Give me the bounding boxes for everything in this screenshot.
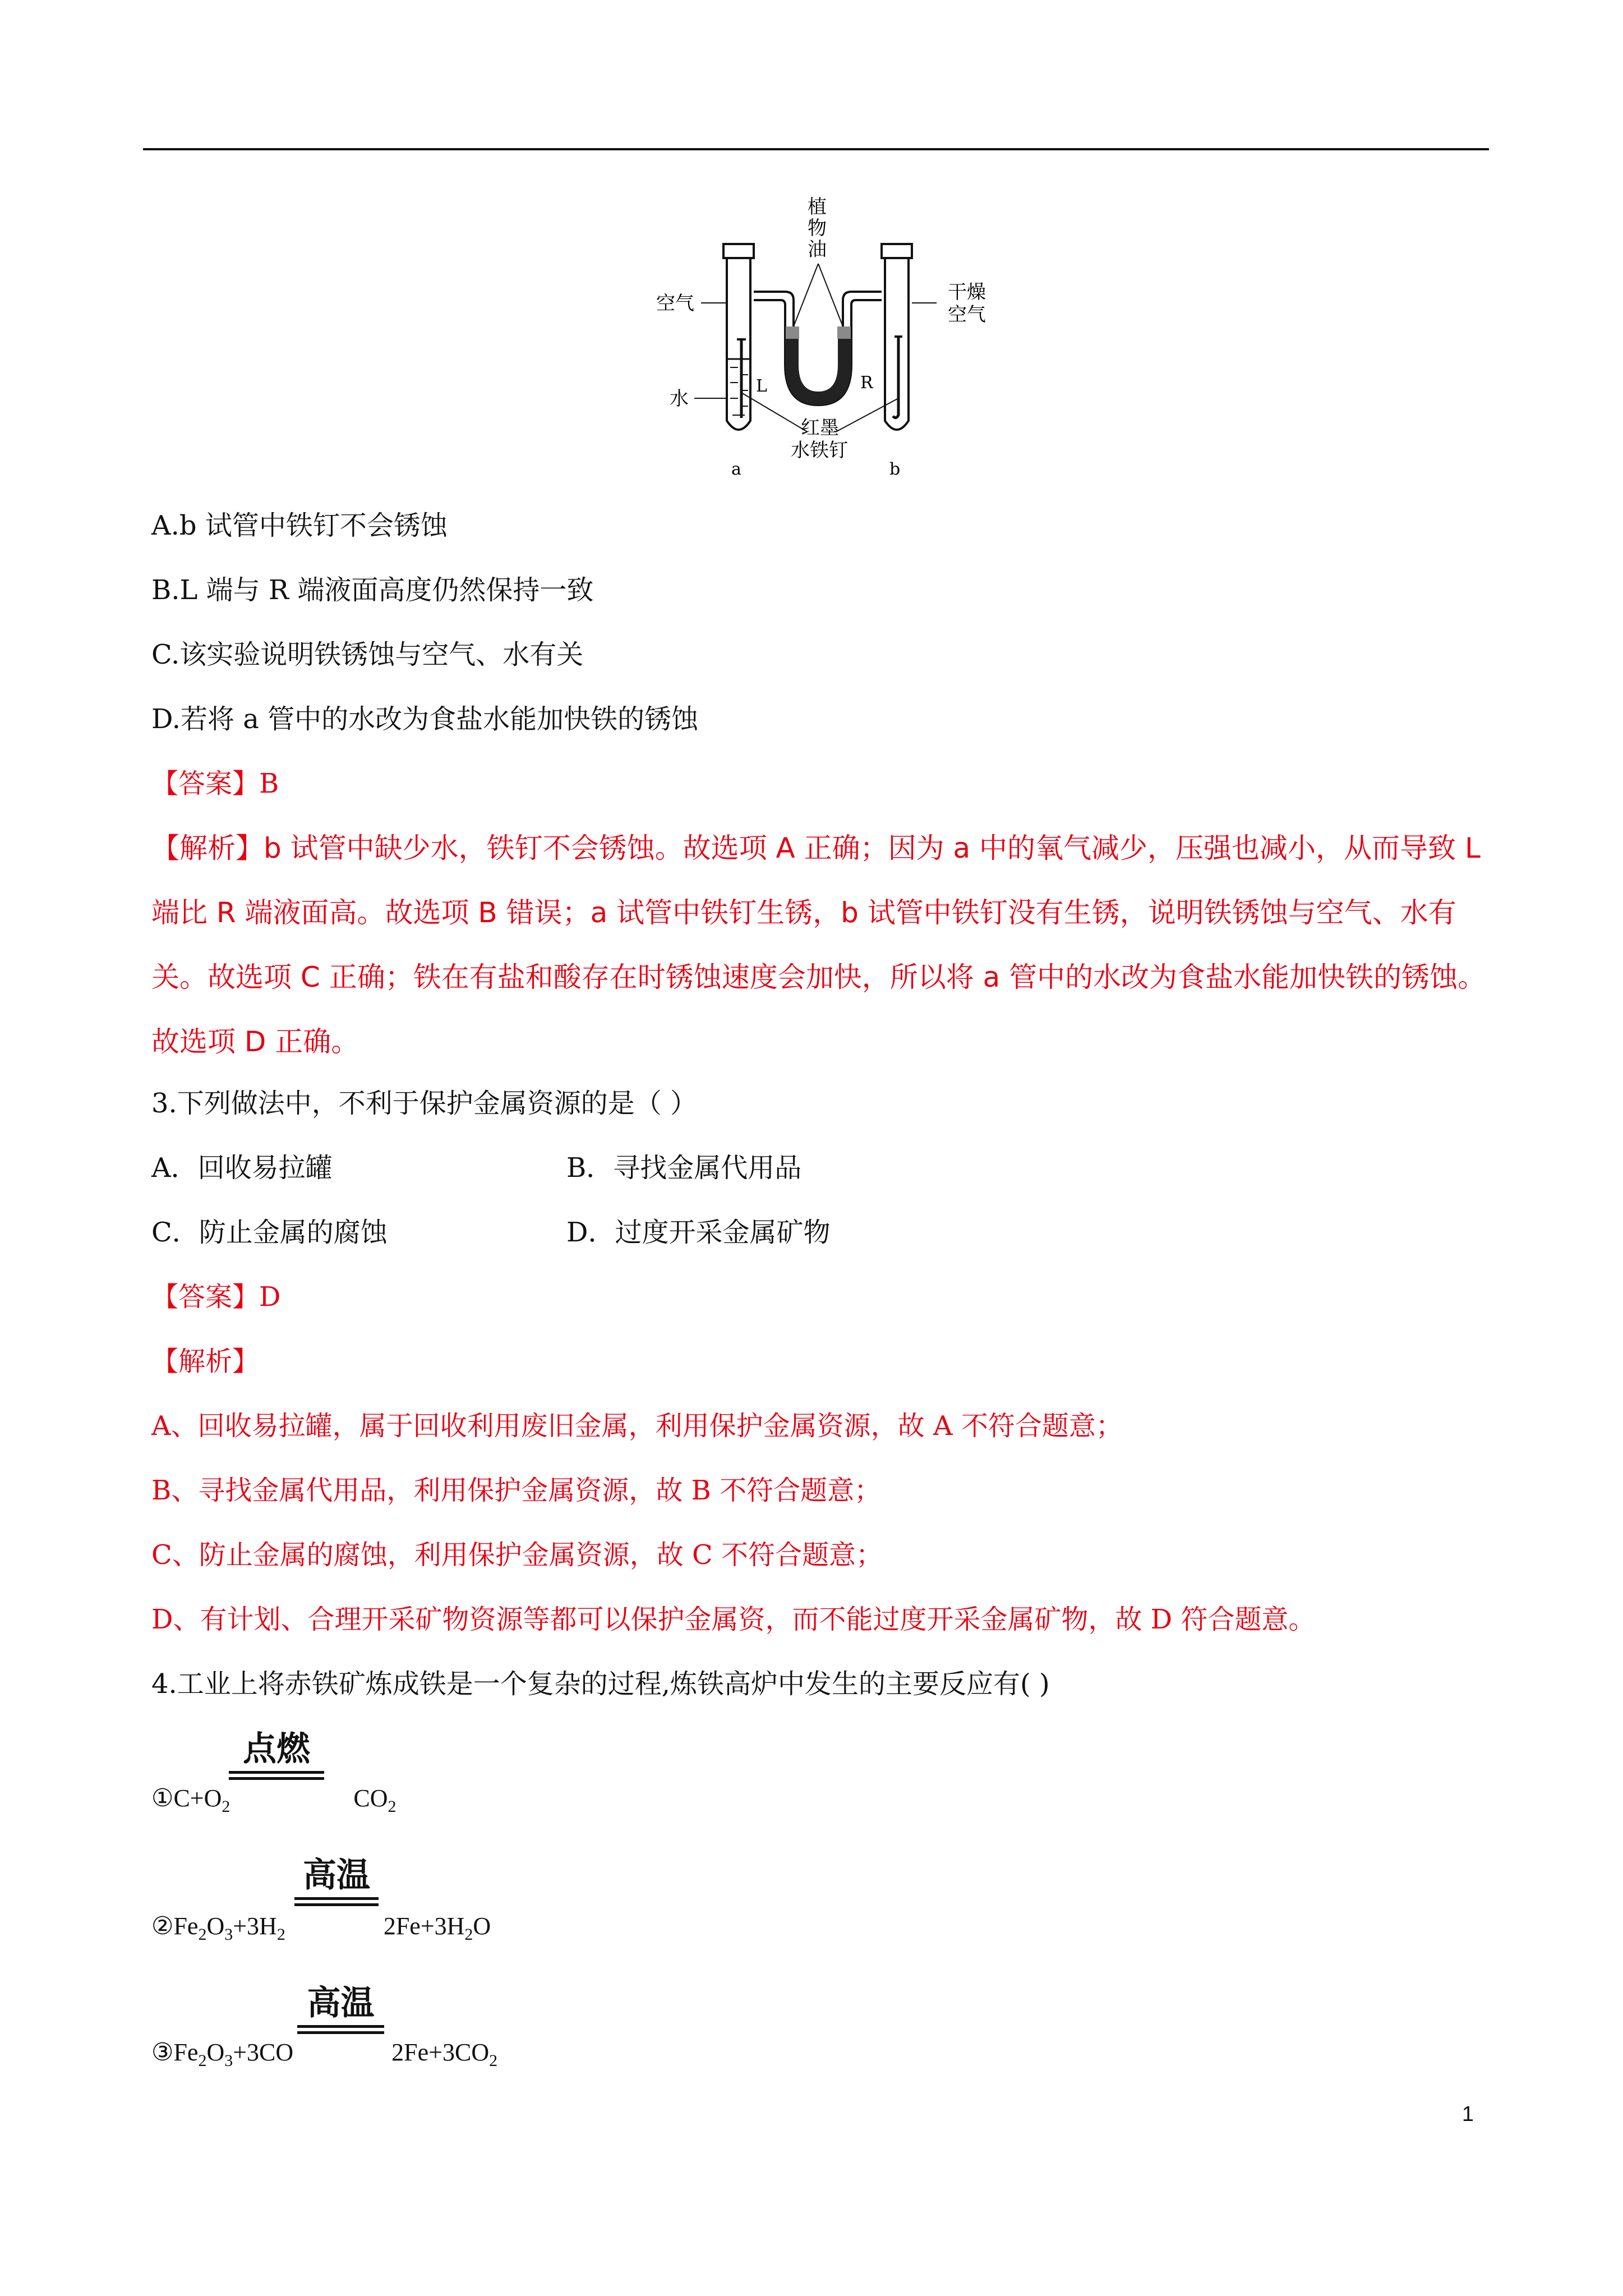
eq3-bar bbox=[297, 2025, 384, 2028]
nail-label: 水铁钉 bbox=[791, 439, 848, 462]
eq2-condition-text: 高温 bbox=[303, 1856, 370, 1895]
tube-b-label: b bbox=[889, 459, 901, 479]
equation-2: $②Fe_2O_3+3H_2$ $2Fe+3H_2O$ bbox=[151, 1912, 491, 1944]
eq1-condition bbox=[229, 1731, 324, 1780]
oil-label: 油 bbox=[808, 238, 827, 261]
eq1-bar bbox=[229, 1771, 324, 1774]
q3-analysis-b: B、寻找金属代用品，利用保护金属资源，故 B 不符合题意； bbox=[151, 1475, 882, 1506]
eq2-condition bbox=[294, 1857, 379, 1906]
q3-option-c: C．防止金属的腐蚀 bbox=[151, 1217, 388, 1248]
q3-analysis-title: 【解析】 bbox=[151, 1346, 260, 1377]
q2-option-b: B.L 端与 R 端液面高度仍然保持一致 bbox=[151, 574, 594, 606]
q3-answer: 【答案】D bbox=[151, 1281, 281, 1313]
oil-label: 植 bbox=[808, 196, 827, 218]
eq1-condition-text: 点燃 bbox=[243, 1729, 310, 1769]
eq3-condition bbox=[297, 1985, 384, 2034]
eq2-bar bbox=[294, 1897, 379, 1900]
dry-air-label: 空气 bbox=[948, 303, 986, 326]
eq3-bar bbox=[297, 2031, 384, 2034]
q2-option-c: C.该实验说明铁锈蚀与空气、水有关 bbox=[151, 639, 584, 670]
eq1-right: CO bbox=[353, 1784, 388, 1812]
eq1-bar bbox=[229, 1777, 324, 1780]
R-label: R bbox=[860, 373, 873, 393]
eq1-left: C+O bbox=[173, 1784, 222, 1812]
q2-option-d: D.若将 a 管中的水改为食盐水能加快铁的锈蚀 bbox=[151, 703, 699, 735]
eq2-number: ② bbox=[151, 1912, 174, 1940]
q3-option-a: A．回收易拉罐 bbox=[151, 1152, 333, 1184]
eq1-number: ① bbox=[151, 1784, 174, 1812]
q3-analysis-c: C、防止金属的腐蚀，利用保护金属资源，故 C 不符合题意； bbox=[151, 1539, 883, 1571]
air-label-left: 空气 bbox=[656, 292, 694, 315]
eq3-number: ③ bbox=[151, 2039, 174, 2066]
experiment-figure bbox=[623, 196, 1026, 488]
header-rule bbox=[143, 148, 1489, 150]
oil-label: 物 bbox=[808, 217, 827, 240]
q2-analysis: 【解析】b 试管中缺少水，铁钉不会锈蚀。故选项 A 正确；因为 a 中的氧气减少，压强也减小，从而导致 L 端比 R 端液面高。故选项 B 错误；a 试管中铁钉生锈，b 试管中铁钉没有生锈，说明铁锈蚀与空气、水有关。故选项 C 正确；铁在有盐和酸存在时锈蚀速度会加快，所以将 a 管中的水改为食盐水能加快铁的锈蚀。故选项 D 正确。 bbox=[151, 832, 1486, 1058]
equation-3: $③Fe_2O_3+3CO$ $2Fe+3CO_2$ bbox=[151, 2039, 498, 2070]
eq1-right-sub: 2 bbox=[388, 1797, 396, 1816]
experiment-diagram bbox=[623, 196, 1026, 488]
q3-option-d: D．过度开采金属矿物 bbox=[566, 1217, 831, 1248]
L-label: L bbox=[756, 376, 767, 396]
q2-answer: 【答案】B bbox=[151, 768, 279, 799]
q3-analysis-a: A、回收易拉罐，属于回收利用废旧金属，利用保护金属资源，故 A 不符合题意； bbox=[151, 1410, 1123, 1442]
q3-option-b: B．寻找金属代用品 bbox=[566, 1152, 802, 1184]
page-number: 1 bbox=[1461, 2102, 1474, 2126]
q4-stem: 4.工业上将赤铁矿炼成铁是一个复杂的过程,炼铁高炉中发生的主要反应有( ) bbox=[151, 1668, 1050, 1700]
eq2-bar bbox=[294, 1903, 379, 1906]
dry-air-label: 干燥 bbox=[948, 281, 986, 303]
red-ink-label: 红墨 bbox=[801, 417, 839, 439]
equation-1 bbox=[151, 1784, 396, 1816]
q3-stem: 3.下列做法中，不利于保护金属资源的是（ ） bbox=[151, 1088, 698, 1119]
eq3-condition-text: 高温 bbox=[307, 1984, 375, 2023]
eq1-left-sub: 2 bbox=[222, 1797, 230, 1816]
water-label: 水 bbox=[670, 388, 689, 410]
tube-a-label: a bbox=[731, 459, 741, 479]
q2-option-a: A.b 试管中铁钉不会锈蚀 bbox=[151, 510, 448, 541]
q3-analysis-d: D、有计划、合理开采矿物资源等都可以保护金属资，而不能过度开采金属矿物，故 D 符合题意。 bbox=[151, 1604, 1316, 1635]
